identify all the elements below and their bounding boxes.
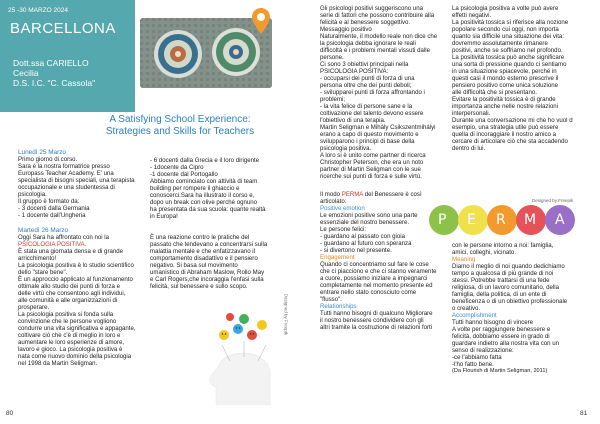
accomplishment-text: Tutti hanno bisogno di vincere A volte per raggiungere benessere e felicità, dobbiamo essere in grado di guardare indietro alla nostra vita con un senso di realizzazione: -ce l'abbiamo fatta -l'ho fatto bene. — [452, 319, 560, 368]
relationships-text: Tutti hanno bisogni di qualcuno Migliorare il nostro benessere condividere con gli altri tramite la costruzione di relazioni forti — [320, 310, 433, 331]
relationships-text-cont: con le persone intorno a noi: famiglia, amici, colleghi, vicinato. — [452, 242, 554, 256]
day1-text: Primo giorno di corso. Sara è la nostra formatrice presso Europass Teacher Academy. E' una specialista di bisogni speciali, una terapista occupazionale e una studentessa di psicologia. Il gruppo è formato da: - 3 docenti dalla Germania - 1 docente dall'Ungheria — [18, 156, 135, 219]
day2-heading: Martedì 26 Marzo — [18, 227, 69, 234]
article-title-line1: A Satisfying School Experience: — [109, 114, 251, 125]
left-column-2 — [150, 157, 282, 290]
engagement-text: Quando ci concentriamo sul fare le cose che ci piacciono e che ci stanno veramente a cuore, possiamo iniziare a impegnarci completamente nel momento presente ed entrare nello stato conosciuto come "flusso". — [320, 261, 437, 303]
left-column-1 — [18, 149, 138, 367]
page-number-right: 81 — [580, 410, 588, 417]
header-date: 25 -30 MARZO 2024 — [8, 7, 68, 14]
toxic-positivity-text: La psicologia positiva a volte può avere effetti negativi. La positività tossica si riferisce alla nozione popolare secondo cui oggi, non importa quanto sia difficile una situazione dei vita: dovremmo assolutamente rimanere positivi, anche se soffriamo nel profondo. La positività tossica può anche significare una sorta di pressione quando ci sentiamo in una situazione spiacevole, perché in questi casi il mondo esterno prescrive il pensiero positivo come unica soluzione alle difficoltà che si presentano. Evitare la positività tossica è di grande importanza anche nelle nostre relazioni interpersonali. Durante una conversazione mi che ho vuol d esempio, una strategia utile può essere quella di incoraggiare il nostro amico a cercare di articolare ciò che sta accadendo dentro di lui. — [452, 5, 573, 152]
day1-heading: Lunedì 25 Marzo — [18, 149, 66, 156]
right-column-2-lower — [452, 242, 580, 375]
perma-letter-m: M — [524, 212, 537, 228]
positive-emotion-heading: Positive emotion — [320, 205, 365, 212]
right-column-2 — [452, 5, 580, 152]
right-column-1 — [320, 5, 441, 331]
relationships-heading: Relationships — [320, 303, 357, 310]
header-author-firstname: Cecilia — [13, 68, 39, 78]
quote-source: (Da Flourish di Martin Seligman, 2011) — [452, 368, 548, 374]
factors-text: Gli psicologi positivi suggeriscono una serie di fattori che possono contribuire alla felicità e al benessere soggettivo. Messaggio positivo Naturalmente, il modello reale non dice che la psicologia debba ignorare le reali difficoltà e i problemi mentali vissuti dalle persone. Ci sono 3 obiettivi principali nella PSICOLOGIA POSITIVA: - occuparsi dei punti di forza di una persona oltre che dei punti deboli; - svilupparei punti di forza affrontando i problemi; - la vita felice di persone sane e la coltivazione del talento devono essere l'obiettivo di una terapia. Martin Seligman e Mihály Csikszentmihályi erano a capo di questo movimento e svilupparono i principi di base della psicologia positiva. A loro si è unito come partner di ricerca Christopher Peterson, che era un noto partner di Martin Seligman con le sue ricerche sui punti di forza e sulle virtù. — [320, 5, 438, 180]
location-pin-icon — [252, 8, 270, 34]
positive-emotion-text: Le emozioni positive sono una parte essenziale del nostro benessere. Le persone felici: - guardano al passato con gioia - guardano al futuro con speranza - si divertono nel presente. — [320, 212, 418, 254]
meaning-heading: Meaning — [452, 256, 476, 263]
reaction-text: È una reazione contro le pratiche del passato che tendevano a concentrarsi sulla malattia mentale e che enfatizzavano il comportamento disadattivo e il pensiero negativo. Si basa sul movimento umanistico di Abraham Maslow, Rollo May e Carl Rogers,che incoraggia l'enfasi sulla felicità, sul benessere e sullo scopo. — [150, 234, 268, 290]
groups-text: - 6 docenti dalla Grecia e il loro dirigente - 1docente da Cipro -1 docente dal Portogallo Abbiamo cominciato con attività di team building per rompere il ghiaccio e conoscerci.Sara ha illustrato il corso e, dopo un break con olive perché ognuno ha presentata da sua scuola: quante realtà in Europa! — [150, 157, 266, 220]
header-author: Dott.ssa CARIELLO — [13, 58, 89, 68]
perma-intro: Il modo PERMA del Benessere è così articolato: — [320, 191, 422, 205]
perma-letter-a: A — [555, 212, 565, 228]
positive-psychology-highlight: PSICOLOGIA POSITIVA. — [18, 241, 87, 248]
page-number-left: 80 — [6, 410, 14, 417]
perma-letter-r: R — [496, 212, 506, 228]
engagement-heading: Engagement — [320, 254, 355, 261]
article-title-line2: Strategies and Skills for Teachers — [105, 126, 255, 137]
header-city: BARCELLONA — [10, 20, 116, 37]
head-emoji-illustration — [200, 293, 288, 405]
perma-word: PERMA — [341, 191, 364, 198]
perma-credit: Designed by Freepik — [532, 198, 574, 203]
perma-letter-p: P — [438, 212, 447, 228]
perma-graphic — [428, 204, 578, 236]
perma-letter-e: E — [467, 212, 476, 228]
illustration-credit: Designed by Freepik — [283, 293, 288, 335]
day2-text: Oggi Sara ha affrontato con noi la PSICOLOGIA POSITIVA. È stata una giornata densa e di grande arricchimento! La psicologia positiva è lo studio scientifico dello "stare bene". È un approccio applicato al funzionamento ottimale allo studio dei punti di forza e delle virtù che consentono agli individui, alle comunità e alle organizzazioni di prosperare. La psicologia positiva si fonda sulla convinzione che le persone vogliono condurre una vita significativa e appagante, coltivare ciò che c'è di meglio in loro e aumentare le loro esperienze di amore, lavoro e gioco. La psicologia positiva è nata come nuovo dominio della psicologia nel 1998 da Martin Seligman. — [18, 234, 138, 367]
header-panel — [0, 0, 135, 112]
meaning-text: Diamo il meglio di noi quando dedichiamo tempo a qualcosa di più grande di noi stessi. Potrebbe trattarsi di una fede religiosa, di un lavoro comunitario, della famiglia, della politica, di un ente di beneficenza o di un obiettivo professionale o creativo. — [452, 263, 568, 312]
header-school: D.S. I.C. "C. Cassola" — [13, 78, 96, 88]
accomplishment-heading: Accomplishment — [452, 312, 497, 319]
